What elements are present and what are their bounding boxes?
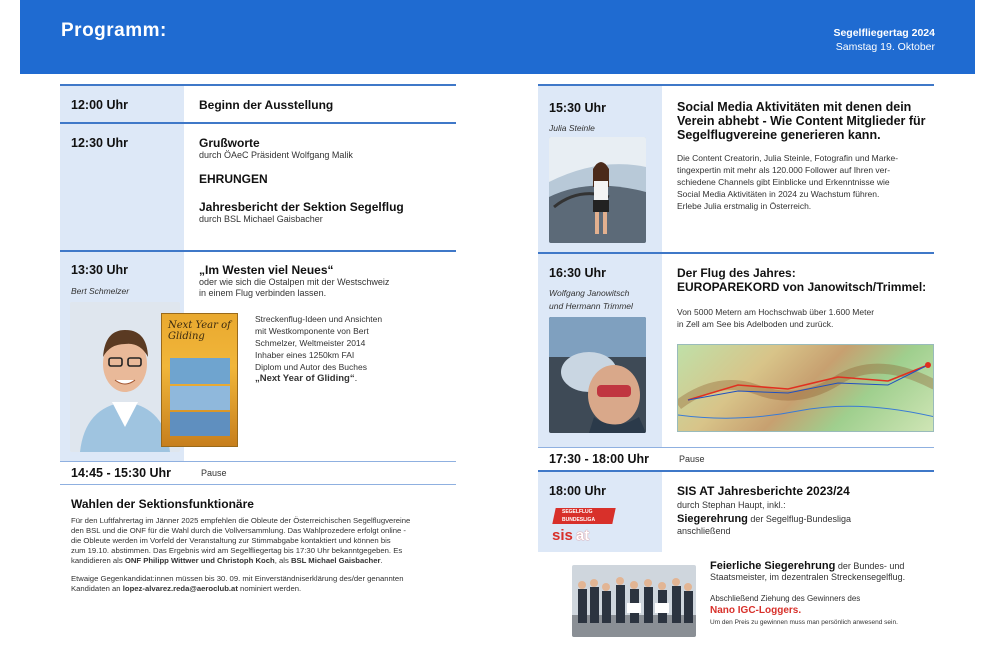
text-span: der Segelflug-Bundesliga [747,514,851,524]
program-row-pause [60,462,456,484]
row-body-line: Von 5000 Metern am Hochschwab über 1.600 Meter [677,307,875,317]
text-span: Kandidaten an [71,584,123,593]
row-subtitle: Staatsmeister, im dezentralen Streckensegelflug. [710,572,906,582]
program-row-1800 [538,472,934,642]
row-title: EHRUNGEN [199,172,268,186]
row-body-line: Etwaige Gegenkandidat:innen müssen bis 30. 09. mit Einverständniserklärung des/der genannten [71,574,404,583]
row-body-line: Inhaber eines 1250km FAI [255,350,355,360]
book-title-tail: . [354,373,358,384]
row-title: Grußworte [199,136,260,150]
row-subtitle: durch ÖAeC Präsident Wolfgang Malik [199,150,353,160]
award-title: Siegerehrung [677,513,748,525]
row-body-line: Für den Luftfahrertag im Jänner 2025 empfehlen die Obleute der Österreichischen Segelflugvereine [71,516,411,525]
text-span: nominiert werden. [237,584,302,593]
program-row-pause [538,448,934,470]
row-body-line: die Obleute werden im Vorfeld der Veranstaltung zur Stimmabgabe kontaktiert und können bis [71,536,391,545]
flight-route-map [677,344,934,432]
header-bar [20,0,975,74]
time-label: 14:45 - 15:30 Uhr [71,466,172,480]
bundesliga-logo-text: SEGELFLUG BUNDESLIGA [562,509,596,523]
row-body-line: Streckenflug-Ideen und Ansichten [255,314,383,324]
speaker-photo [549,137,646,243]
event-info [833,26,935,54]
time-label: 15:30 Uhr [549,101,606,115]
text-span: . [380,556,383,565]
candidate-onf: ONF Philipp Wittwer und Christoph Koch [124,556,275,565]
row-body-line: Die Content Creatorin, Julia Steinle, Fotografin und Marke- [677,153,899,163]
speaker-name: Bert Schmelzer [71,286,130,296]
program-row-1630 [538,254,934,447]
speaker-name: und Hermann Trimmel [549,301,633,311]
right-column [538,84,934,642]
row-subtitle: in einem Flug verbinden lassen. [199,288,327,298]
event-name: Segelfliegertag 2024 [833,27,935,39]
speaker-name: Wolfgang Janowitsch [549,288,630,298]
row-body-line: tingexpertin mit mehr als 120.000 Follower auf Ihren ver- [677,165,891,175]
time-label: 13:30 Uhr [71,263,128,277]
row-body-line: mit Westkomponente von Bert [255,326,369,336]
award-ceremony-photo [572,565,696,637]
sis-at-logo [552,527,589,544]
program-row-wahlen [60,485,456,615]
draw-text: Abschließend Ziehung des Gewinners des [710,594,861,603]
row-title: Segelflugvereine generieren kann. [677,128,881,142]
row-title: „Im Westen viel Neues“ [199,263,334,277]
row-title: EUROPAREKORD von Janowitsch/Trimmel: [677,280,927,294]
pause-label: Pause [201,468,227,478]
book-cover-title: Next Year of Gliding [168,320,231,342]
row-body-line: den BSL und die ONF für die Wahl durch die Vollversammlung. Das Wahlprozedere erfolgt online - [71,526,406,535]
draw-prize: Nano IGC-Loggers. [710,605,802,616]
row-title: Beginn der Ausstellung [199,98,334,112]
speaker-name: Julia Steinle [549,123,595,133]
row-title: Social Media Aktivitäten mit denen dein [677,100,912,114]
book-cover [161,313,238,447]
row-body-line: zum 19.10. abstimmen. Das Ergebnis wird am Segelfliegertag bis 17:30 Uhr bekanntgegeben. Es [71,546,403,555]
row-title: Der Flug des Jahres: [677,266,796,280]
row-title: SIS AT Jahresberichte 2023/24 [677,484,850,498]
candidate-bsl: BSL Michael Gaisbacher [290,556,381,565]
row-subtitle: durch Stephan Haupt, inkl.: [677,500,786,510]
text-span: kandidieren als [71,556,125,565]
text-span: , als [274,556,291,565]
row-body-line: Schmelzer, Weltmeister 2014 [255,338,366,348]
draw-note: Um den Preis zu gewinnen muss man persönlich anwesend sein. [710,619,898,626]
program-row-1230 [60,124,456,250]
row-subtitle: durch BSL Michael Gaisbacher [199,214,323,224]
row-body-line: Diplom und Autor des Buches [255,362,367,372]
book-title: „Next Year of Gliding“ [255,373,355,384]
page-title: Programm: [61,20,167,41]
row-body-line: schiedene Channels gibt Einblicke und Erkenntnisse wie [677,177,890,187]
speaker-photo [549,317,646,433]
ceremony-title: Feierliche Siegerehrung [710,560,836,572]
time-label: 17:30 - 18:00 Uhr [549,452,650,466]
row-body-line: in Zell am See bis Adelboden und zurück. [677,319,834,329]
email-link[interactable]: lopez-alvarez.reda@aeroclub.at [122,584,238,593]
row-subtitle: oder wie sich die Ostalpen mit der Westschweiz [199,277,390,287]
pause-label: Pause [679,454,705,464]
row-body-line: Social Media Aktivitäten in 2024 zu Wachstum führen. [677,189,880,199]
sis-at-logo-sis: sis [552,527,573,544]
program-row-1330 [60,252,456,461]
sis-at-logo-at: at [575,527,590,544]
event-date: Samstag 19. Oktober [835,41,935,53]
row-title: Wahlen der Sektionsfunktionäre [71,497,254,511]
program-row-1530 [538,86,934,252]
left-column [60,84,456,615]
text-span: der Bundes- und [835,561,905,571]
time-label: 12:00 Uhr [71,98,128,112]
time-label: 12:30 Uhr [71,136,128,150]
row-body-line: Erlebe Julia erstmalig in Österreich. [677,201,812,211]
row-subtitle: anschließend [677,526,731,536]
row-title: Jahresbericht der Sektion Segelflug [199,200,404,214]
row-title: Verein abhebt - Wie Content Mitglieder für [677,114,926,128]
bundesliga-logo [552,508,615,524]
time-label: 16:30 Uhr [549,266,606,280]
program-row-1200 [60,86,456,122]
time-label: 18:00 Uhr [549,484,606,498]
